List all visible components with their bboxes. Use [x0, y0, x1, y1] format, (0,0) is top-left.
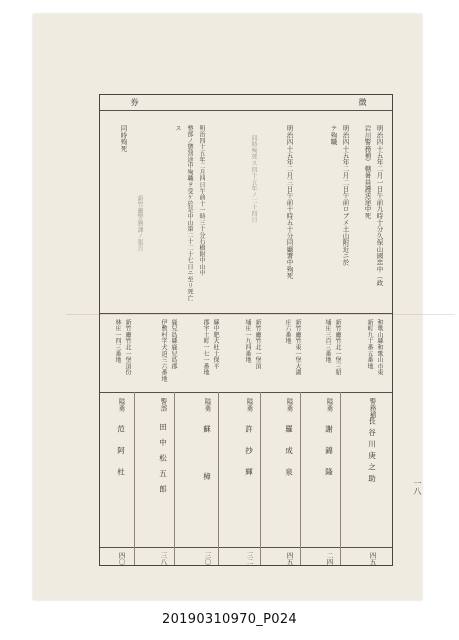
column-rule	[218, 392, 219, 565]
person-age: 二四	[325, 552, 334, 565]
upper-entry: ス	[174, 125, 181, 132]
header-right: 徴	[358, 98, 367, 108]
person-age: 四五	[368, 552, 377, 565]
column-rule	[300, 392, 301, 565]
upper-entry: 同時殉死	[119, 125, 128, 152]
column-rule	[340, 392, 341, 565]
address-entry: 伊敷村字犬迫三六番地	[160, 319, 167, 382]
address-entry: 埔庄一九四番地	[244, 319, 251, 364]
person-age: 三八	[159, 552, 168, 565]
person-rank: 警部	[159, 398, 168, 412]
person-rank: 警務補	[368, 398, 377, 419]
person-name: 長谷川庚之助	[367, 417, 377, 486]
person-age: 四五	[285, 552, 294, 565]
upper-entry: 岩川警務補）轄暑員護送途中死	[363, 125, 372, 219]
address-entry: 郡宇土町一七一番地	[202, 319, 209, 376]
address-name-divider	[100, 392, 392, 393]
address-entry: 新竹廳竹北一堡頂份	[124, 319, 131, 376]
person-name: 范阿杜	[116, 425, 126, 490]
column-rule	[174, 392, 175, 565]
person-age: 四〇	[117, 552, 126, 565]
address-entry: 新竹廳竹東一堡大湖	[294, 319, 301, 376]
person-name: 許抄輝	[244, 425, 254, 490]
column-rule	[134, 392, 135, 565]
upper-entry: 明治四十五年二月一日午前九時十分久保山國忠中（政	[375, 125, 384, 286]
header-divider	[100, 110, 392, 111]
address-entry: 縣中肥大杜土保平	[212, 319, 219, 370]
upper-entry: 明治四十五年二月二日午前ロブメ土山附近ニ於	[341, 125, 350, 266]
faint-entry: 同時殉死ス四十五年ノ二十四日	[250, 135, 257, 224]
address-entry: 庄六番地	[284, 319, 291, 345]
person-age: 三〇	[203, 552, 212, 565]
column-rule	[260, 392, 261, 565]
name-age-divider	[100, 547, 392, 548]
document-page	[33, 14, 422, 600]
address-entry: 新竹廳竹北一堡頂	[254, 319, 261, 370]
header-left: 券	[130, 98, 139, 108]
address-entry: 林庄一四三番地	[114, 319, 121, 364]
person-name: 蘇樟	[202, 425, 212, 520]
address-entry: 和歌山縣和歌山市東	[376, 319, 383, 376]
address-entry: 埔庄三百三番地	[324, 319, 331, 364]
person-rank: 隘勇	[285, 398, 294, 412]
upper-lower-divider	[100, 313, 392, 314]
upper-entry: テ殉職	[329, 125, 338, 146]
person-name: 謝錦隆	[324, 425, 334, 490]
person-rank: 隘勇	[325, 398, 334, 412]
person-rank: 隘勇	[117, 398, 126, 412]
image-caption: 20190310970_P024	[162, 612, 297, 627]
person-rank: 隘勇	[203, 398, 212, 412]
address-entry: 新竹廳竹北一堡三貂	[334, 319, 341, 376]
person-name: 田中松五郎	[158, 423, 168, 501]
faint-entry: 新竹廳警務課ノ報告	[136, 195, 143, 252]
upper-entry: 明治四十五年二月四日午前十一時三十分石橋附中山中	[198, 125, 205, 277]
register-table	[99, 94, 393, 566]
address-entry: 新町九十番五番地	[366, 319, 373, 370]
upper-entry: 整部ノ懲罰途中殉職ヲ受ケ於是中山第二十二十七日ニ至リ死亡	[186, 125, 193, 302]
address-entry: 鹿兒島縣鹿兒島郡	[170, 319, 177, 370]
upper-entry: 明治四十五年二月三日午前十時五十分同廳署中殉死	[285, 125, 294, 280]
page-margin-number: 一八	[413, 479, 422, 495]
person-name: 羅成泉	[284, 425, 294, 490]
person-rank: 隘勇	[245, 398, 254, 412]
person-age: 三二	[245, 552, 254, 565]
